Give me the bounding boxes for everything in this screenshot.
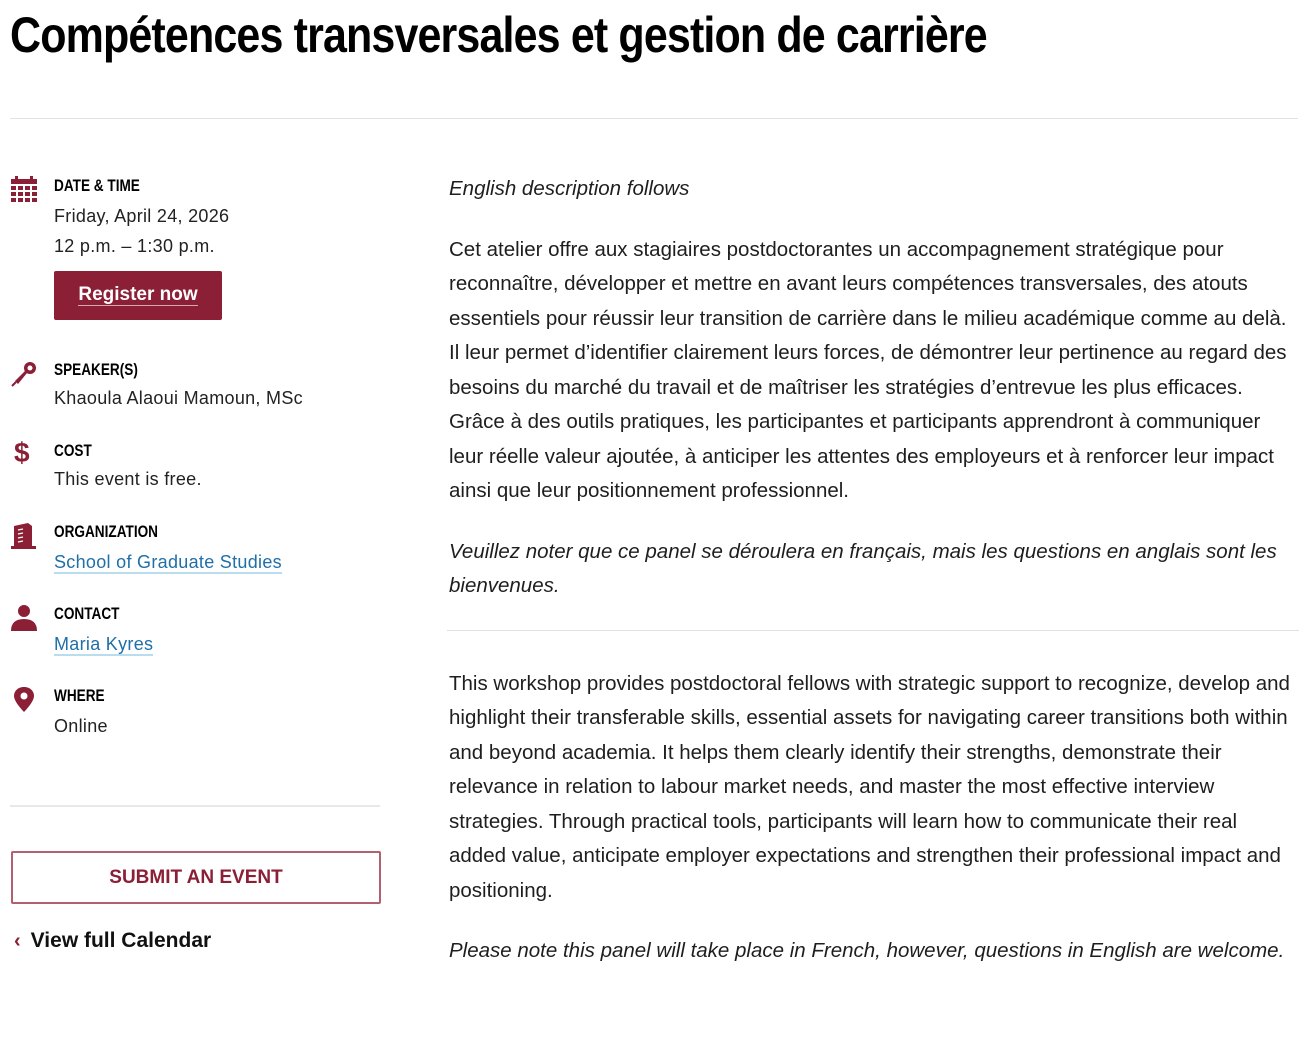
speaker-label: SPEAKER(S) [54,360,138,379]
map-pin-icon [10,686,38,714]
event-description [449,172,1299,995]
event-date: Friday, April 24, 2026 [54,206,230,226]
submit-event-button[interactable]: SUBMIT AN EVENT [11,851,381,904]
french-language-note: Veuillez noter que ce panel se déroulera en français, mais les questions en anglais sont les bienvenues. [449,539,1277,597]
where-value: Online [54,716,108,736]
where-label: WHERE [54,686,105,705]
dollar-icon: $ [14,437,30,468]
english-language-note: Please note this panel will take place in French, however, questions in English are welcome. [449,939,1285,962]
divider [447,630,1299,631]
contact-label: CONTACT [54,604,120,623]
cost-label: COST [54,441,92,460]
contact-link[interactable]: Maria Kyres [54,634,154,654]
divider [10,118,1298,119]
calendar-icon [10,176,38,204]
chevron-left-icon: ‹ [14,930,21,952]
intro-note: English description follows [449,177,690,200]
view-calendar-label: View full Calendar [30,929,212,952]
person-icon [10,604,38,632]
date-time-label: DATE & TIME [54,176,140,195]
english-description: This workshop provides postdoctoral fellows with strategic support to recognize, develop and highlight their transferable skills, essential assets for navigating career transitions both within and beyond academia. It helps them clearly identify their strengths, demonstrate their relevance in relation to labour market needs, and master the most effective interview strategies. Through practical tools, participants will learn how to communicate their real added value, anticipate employer expectations and strengthen their professional impact and positioning. [449,671,1290,902]
organization-link[interactable]: School of Graduate Studies [54,552,282,572]
event-time: 12 p.m. – 1:30 p.m. [54,236,215,256]
page-title: Compétences transversales et gestion de carrière [10,7,987,63]
organization-label: ORGANIZATION [54,522,159,541]
french-description: Cet atelier offre aux stagiaires postdoctorantes un accompagnement stratégique pour reconnaître, développer et mettre en avant leurs compétences transversales, des atouts essentiels pour réussir leur transition de carrière dans le milieu académique comme au delà. Il leur permet d’identifier clairement leurs forces, de démontrer leur pertinence au regard des besoins du marché du travail et de maîtriser les stratégies d’entrevue les plus efficaces. Grâce à des outils pratiques, les participantes et participants apprendront à communiquer leur réelle valeur ajoutée, à anticiper les attentes des employeurs et à renforcer leur impact ainsi que leur positionnement professionnel. [449,237,1287,502]
divider [10,805,380,807]
view-full-calendar-link[interactable] [14,929,211,953]
register-now-button[interactable] [54,271,222,320]
speaker-name: Khaoula Alaoui Mamoun, MSc [54,388,303,408]
register-label: Register now [78,284,198,305]
building-icon [10,522,38,550]
cost-value: This event is free. [54,469,202,489]
microphone-icon [10,360,38,388]
